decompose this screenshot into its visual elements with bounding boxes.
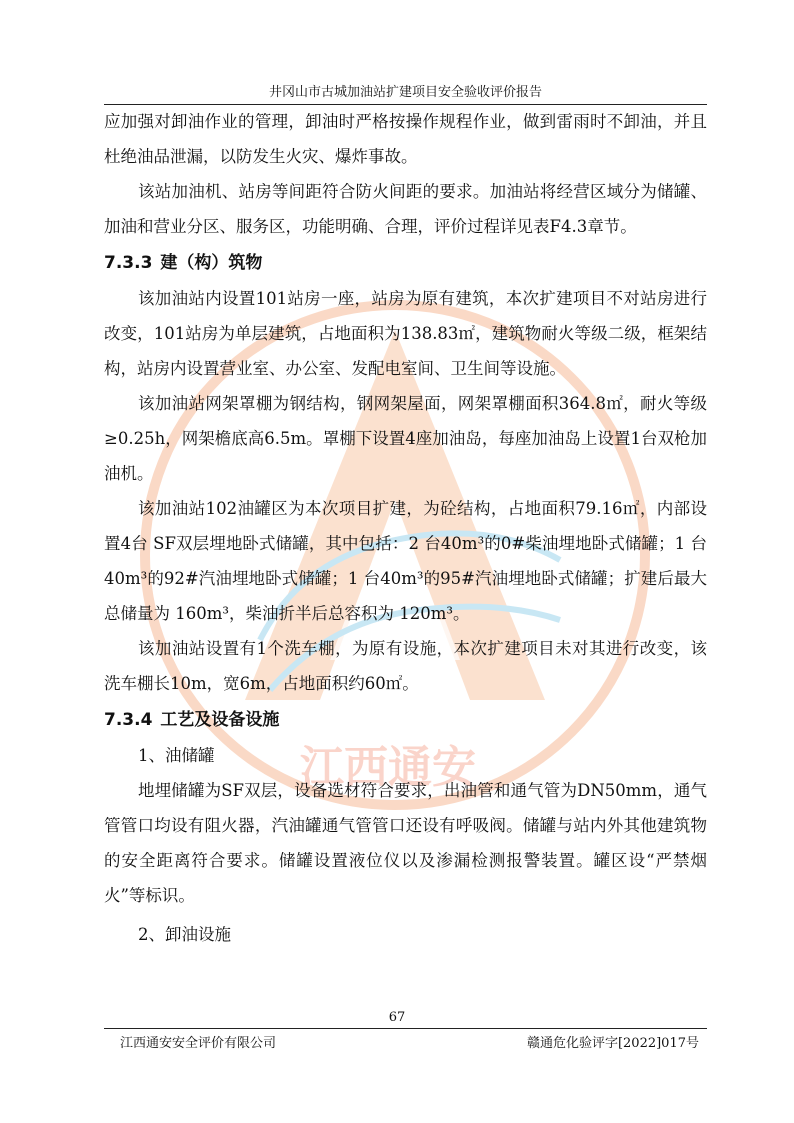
paragraph-underground-tank: 地埋储罐为SF双层，设备选材符合要求，出油管和通气管为DN50mm，通气管管口均设有阻火器，汽油罐通气管管口还设有呼吸阀。储罐与站内外其他建筑物的安全距离符合要求。储罐设置液位仪以及渗漏检测报警装置。罐区设“严禁烟火”等标识。 — [104, 781, 707, 905]
section-title: 建（构）筑物 — [160, 253, 263, 273]
watermark-text: 江西通安 — [300, 743, 476, 792]
paragraph-canopy: 该加油站网架罩棚为钢结构，钢网架屋面，网架罩棚面积364.8㎡，耐火等级≥0.25h，网架檐底高6.5m。罩棚下设置4座加油岛，每座加油岛上设置1台双枪加油机。 — [104, 394, 707, 483]
header-title: 井冈山市古城加油站扩建项目安全验收评价报告 — [268, 85, 542, 100]
paragraph-tank-area: 该加油站102油罐区为本次项目扩建，为砼结构，占地面积79.16㎡，内部设置4台 SF双层埋地卧式储罐，其中包括：2 台40m³的0#柴油埋地卧式储罐；1 台40m³的92#汽油埋地卧式储罐；1 台40m³的95#汽油埋地卧式储罐；扩建后最大总储量为 160m³，柴油折半后总容积为 120m³。 — [104, 499, 707, 623]
page-footer — [104, 1028, 707, 1051]
page-number: 67 — [388, 1010, 406, 1025]
paragraph-unloading: 应加强对卸油作业的管理，卸油时严格按操作规程作业，做到雷雨时不卸油，并且杜绝油品泄漏，以防发生火灾、爆炸事故。 — [104, 112, 707, 166]
section-heading-733 — [104, 246, 707, 281]
footer-company: 江西通安安全评价有限公司 — [120, 1036, 277, 1051]
document-body — [104, 104, 707, 952]
subheading-unloading-facility: 2、卸油设施 — [138, 925, 231, 944]
paragraph-spacing: 该站加油机、站房等间距符合防火间距的要求。加油站将经营区域分为储罐、加油和营业分区、服务区，功能明确、合理，评价过程详见表F4.3章节。 — [104, 182, 707, 236]
page-header — [104, 84, 707, 105]
subheading-oil-tank: 1、油储罐 — [138, 746, 215, 765]
paragraph-station-building: 该加油站内设置101站房一座，站房为原有建筑，本次扩建项目不对站房进行改变，101站房为单层建筑，占地面积为138.83㎡，建筑物耐火等级二级，框架结构，站房内设置营业室、办公室、发配电室间、卫生间等设施。 — [104, 289, 707, 378]
section-number: 7.3.4 — [104, 710, 153, 730]
footer-doc-number: 赣通危化验评字[2022]017号 — [526, 1036, 699, 1051]
section-heading-734 — [104, 703, 707, 738]
section-number: 7.3.3 — [104, 253, 153, 273]
paragraph-car-wash: 该加油站设置有1个洗车棚，为原有设施，本次扩建项目未对其进行改变，该洗车棚长10m，宽6m，占地面积约60㎡。 — [104, 639, 707, 693]
section-title: 工艺及设备设施 — [160, 710, 280, 730]
